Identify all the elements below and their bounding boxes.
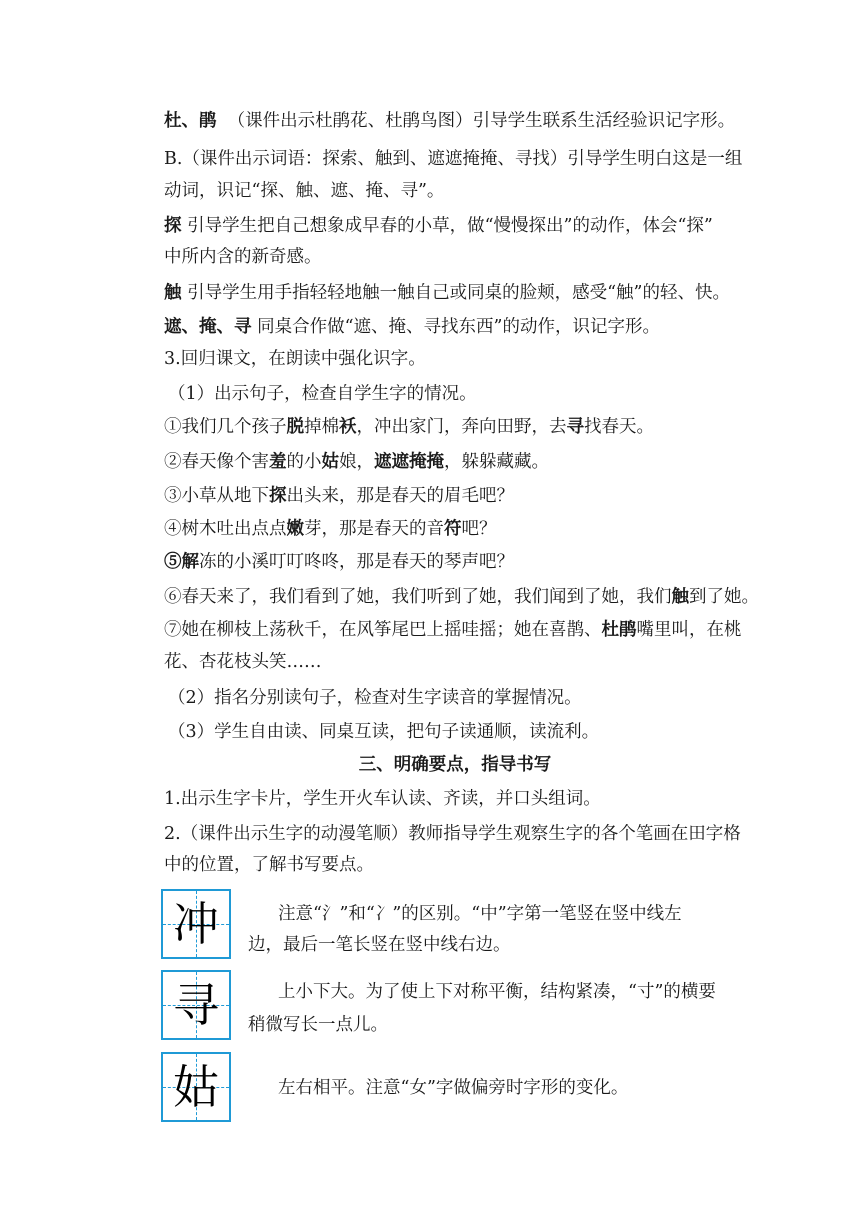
paragraph-sub3: （3）学生自由读、同桌互读，把句子读通顺，读流利。 <box>168 722 600 742</box>
sentence-7: ⑦她在柳枝上荡秋千，在风筝尾巴上摇哇摇；她在喜鹊、杜鹃嘴里叫，在桃 <box>164 620 742 640</box>
paragraph-sub1: （1）出示句子，检查自学生字的情况。 <box>168 384 477 404</box>
paragraph-dujuan: 杜、鹃 （课件出示杜鹃花、杜鹃鸟图）引导学生联系生活经验识记字形。 <box>164 111 736 131</box>
character-note: 注意“氵”和“冫”的区别。“中”字第一笔竖在竖中线左 <box>278 904 682 924</box>
paragraph-tan: 探 引导学生把自己想象成早春的小草，做“慢慢探出”的动作，体会“探” <box>164 216 713 236</box>
section-heading: 三、明确要点，指导书写 <box>358 755 552 775</box>
character-note-cont: 边，最后一笔长竖在竖中线右边。 <box>248 935 511 955</box>
sentence-1: ①我们几个孩子脱掉棉袄，冲出家门，奔向田野，去寻找春天。 <box>164 417 654 437</box>
bold-term: 探 <box>164 216 182 236</box>
tianzige-grid <box>161 970 231 1040</box>
character-xun: 寻 <box>173 978 219 1032</box>
sentence-6: ⑥春天来了，我们看到了她，我们听到了她，我们闻到了她，我们触到了她。 <box>164 587 759 607</box>
paragraph-b-cont: 动词，识记“探、触、遮、掩、寻”。 <box>164 181 445 201</box>
sentence-3: ③小草从地下探出头来，那是春天的眉毛吧？ <box>164 486 514 506</box>
paragraph-chu: 触 引导学生用手指轻轻地触一触自己或同桌的脸颊，感受“触”的轻、快。 <box>164 283 730 303</box>
paragraph-tan-cont: 中所内含的新奇感。 <box>164 247 322 267</box>
character-gu: 姑 <box>173 1060 219 1114</box>
tianzige-grid <box>161 1052 231 1122</box>
paragraph-write-1: 1.出示生字卡片，学生开火车认读、齐读，并口头组词。 <box>164 789 601 809</box>
character-note: 左右相平。注意“女”字做偏旁时字形的变化。 <box>278 1078 629 1098</box>
bold-term: 杜、鹃 <box>164 111 217 131</box>
character-note-cont: 稍微写长一点儿。 <box>248 1015 388 1035</box>
paragraph-step3: 3.回归课文，在朗读中强化识字。 <box>164 349 426 369</box>
paragraph-write-2: 2.（课件出示生字的动漫笔顺）教师指导学生观察生字的各个笔画在田字格 <box>164 824 741 844</box>
sentence-5: ⑤解冻的小溪叮叮咚咚，那是春天的琴声吧？ <box>164 552 514 572</box>
bold-term: 触 <box>164 283 182 303</box>
sentence-4: ④树木吐出点点嫩芽，那是春天的音符吧？ <box>164 519 497 539</box>
tianzige-grid <box>161 889 231 959</box>
paragraph-b: B.（课件出示词语：探索、触到、遮遮掩掩、寻找）引导学生明白这是一组 <box>164 149 743 169</box>
sentence-2: ②春天像个害羞的小姑娘，遮遮掩掩，躲躲藏藏。 <box>164 452 549 472</box>
bold-term: 遮、掩、寻 <box>164 317 252 337</box>
character-chong: 冲 <box>173 897 219 951</box>
sentence-7-cont: 花、杏花枝头笑…… <box>164 652 322 672</box>
paragraph-write-2-cont: 中的位置，了解书写要点。 <box>164 855 374 875</box>
character-note: 上小下大。为了使上下对称平衡，结构紧凑，“寸”的横要 <box>278 982 716 1002</box>
paragraph-zhe-yan-xun: 遮、掩、寻 同桌合作做“遮、掩、寻找东西”的动作，识记字形。 <box>164 317 660 337</box>
paragraph-sub2: （2）指名分别读句子，检查对生字读音的掌握情况。 <box>168 688 582 708</box>
